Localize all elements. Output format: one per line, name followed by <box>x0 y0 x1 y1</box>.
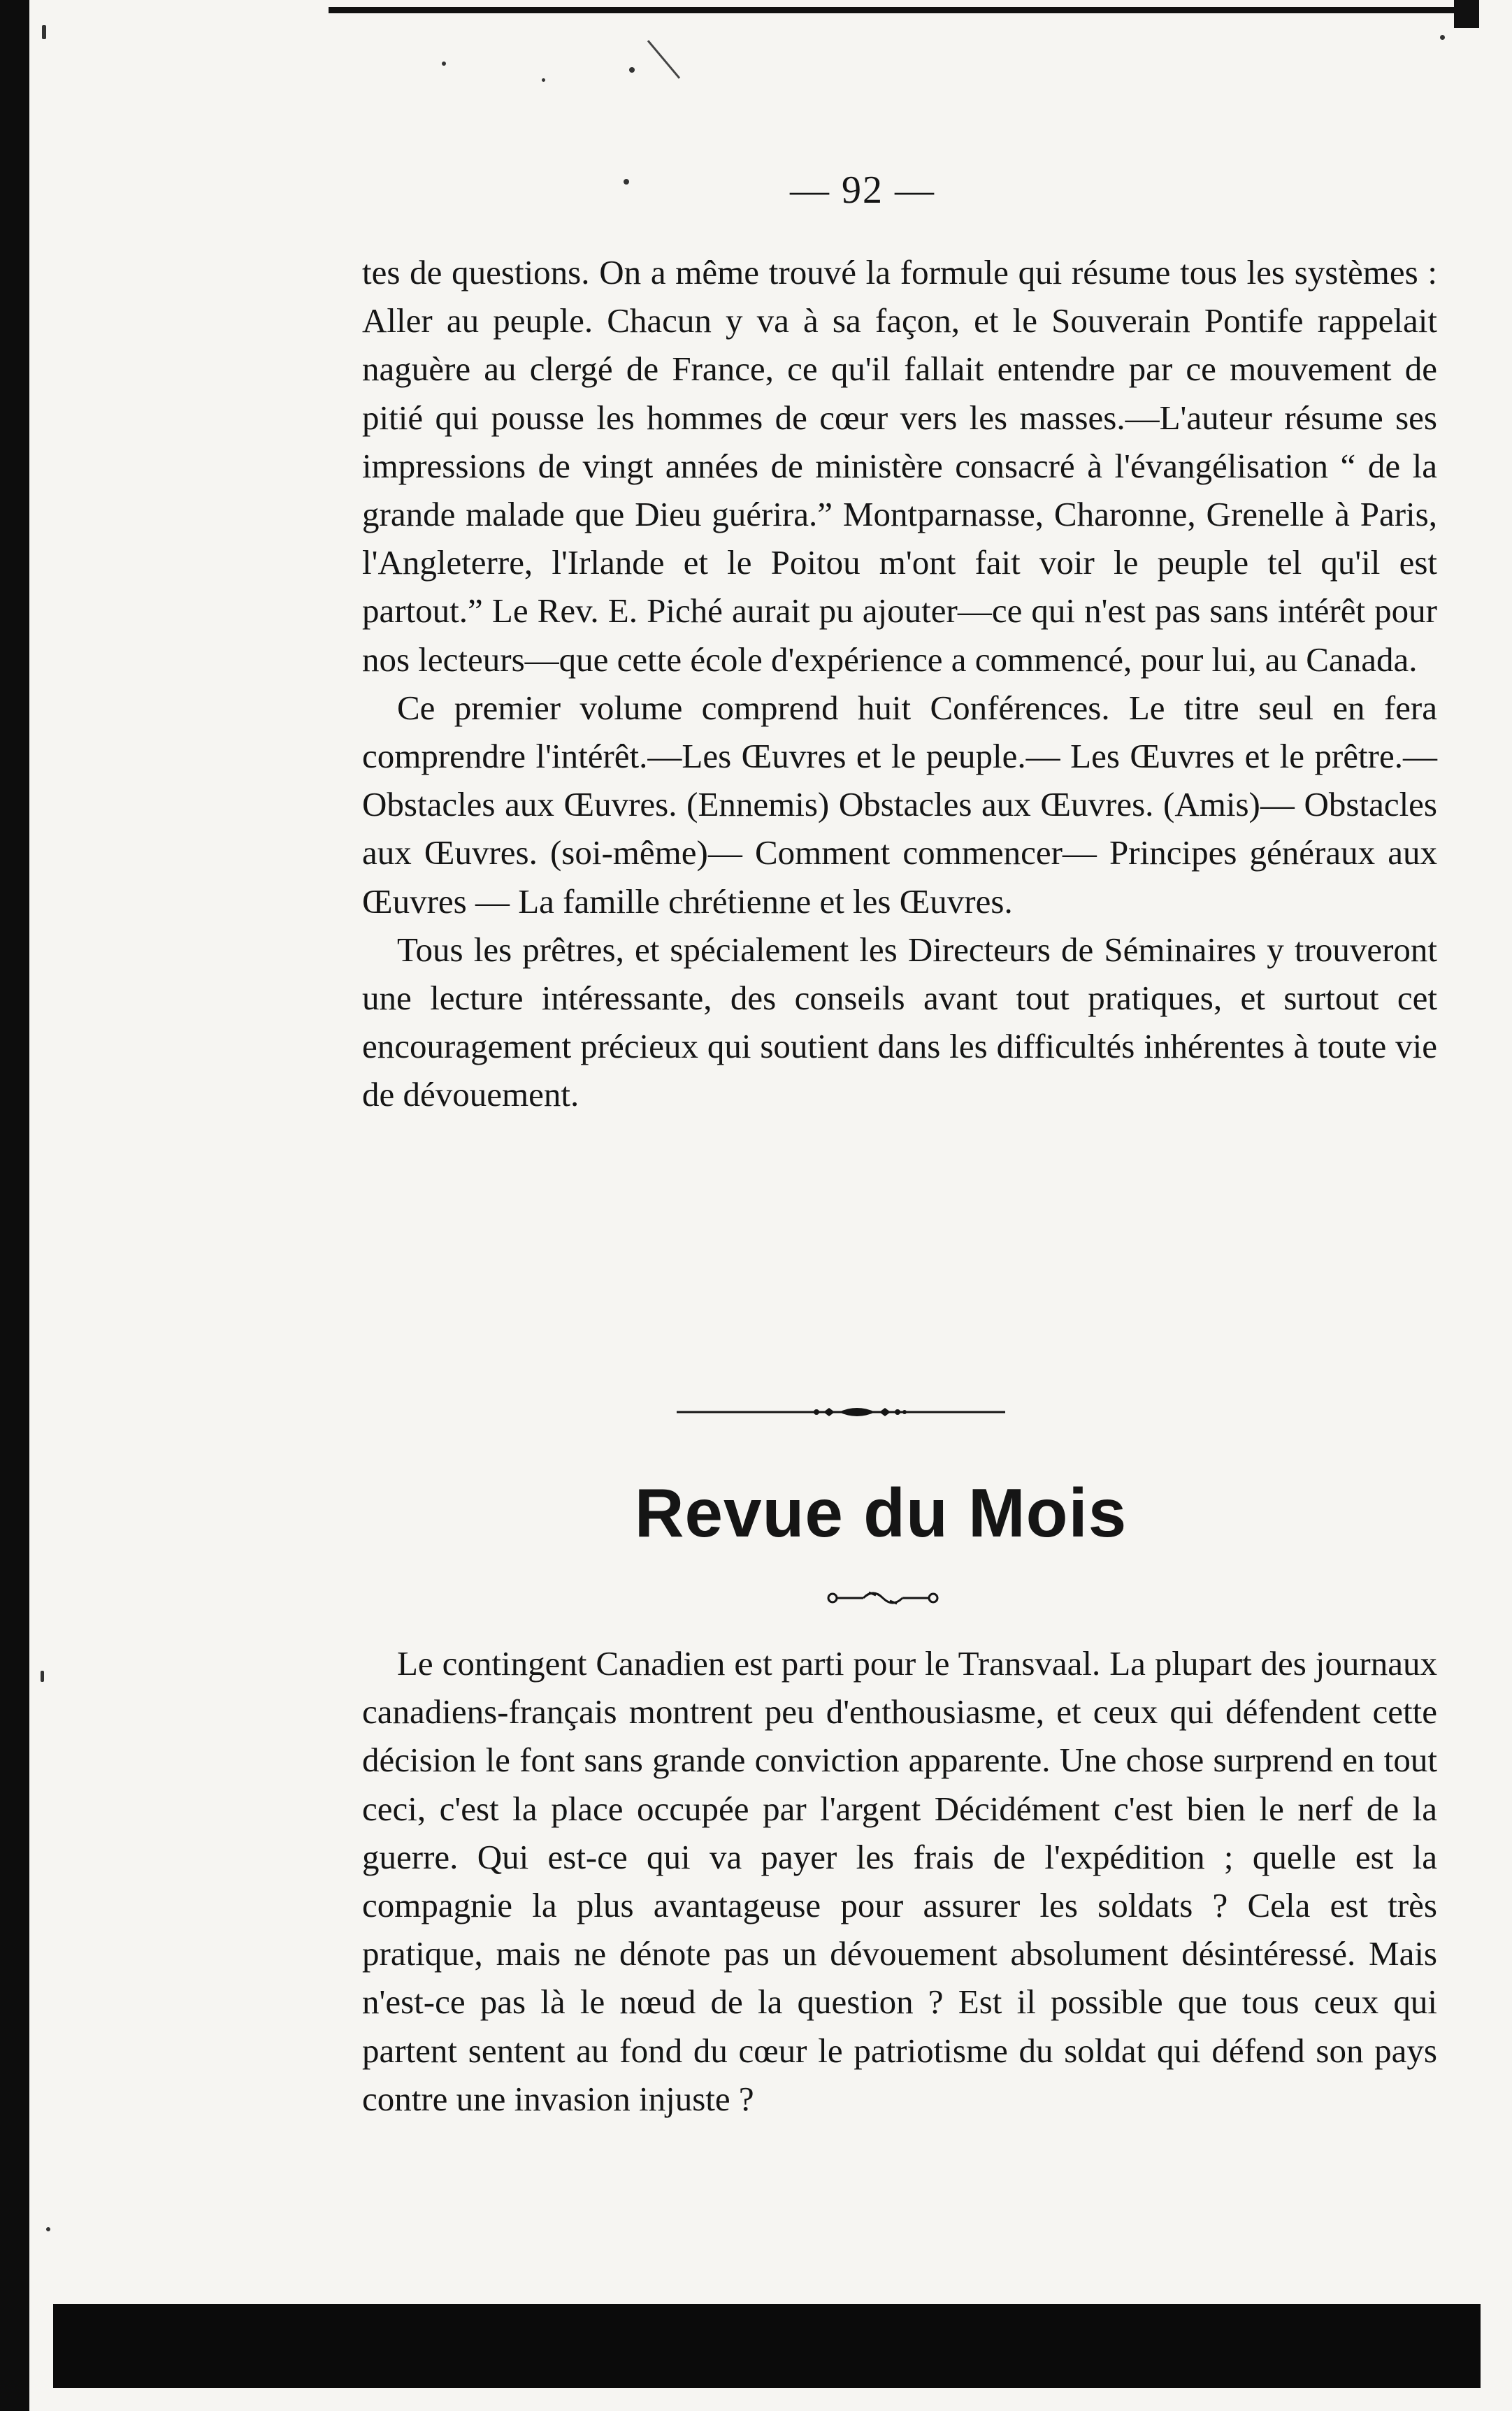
book-review-text <box>362 248 1437 1119</box>
conferences-paragraph: Ce premier volume comprend huit Conférences. Le titre seul en fera comprendre l'intérêt.—Les Œuvres et le peuple.— Les Œuvres et le prêtre.— Obstacles aux Œuvres. (Ennemis) Obstacles aux Œuvres. (Amis)— Obstacles aux Œuvres. (soi-même)— Comment commencer— Principes généraux aux Œuvres — La famille chrétienne et les Œuvres. <box>362 688 1437 921</box>
section-title: Revue du Mois <box>634 1474 1128 1551</box>
scan-speck <box>624 179 629 185</box>
scan-speck <box>41 1671 44 1682</box>
scan-speck <box>629 67 635 73</box>
revue-paragraph: Le contingent Canadien est parti pour le Transvaal. La plupart des journaux canadiens-français montrent peu d'enthousiasme, et ceux qui défendent cette décision le font sans grande conviction apparente. Une chose surprend en tout ceci, c'est la place occupée par l'argent Décidément c'est bien le nerf de la guerre. Qui est-ce qui va payer les frais de l'expédition ; quelle est la compagnie la plus avantageuse pour assurer les soldats ? Cela est très pratique, mais ne dénote pas un dévouement absolument désintéressé. Mais n'est-ce pas là le nœud de la question ? Est il possible que tous ceux qui partent sentent au fond du cœur le patriotisme du soldat qui défend son pays contre une invasion injuste ? <box>362 1644 1437 2118</box>
revue-du-mois-text <box>362 1639 1437 2123</box>
scan-speck <box>46 2227 50 2231</box>
intro-paragraph: tes de questions. On a même trouvé la formule qui résume tous les systèmes : Aller au peuple. Chacun y va à sa façon, et le Souverain Pontife rappelait naguère au clergé de France, ce qu'il fallait entendre par ce mouvement de pitié qui pousse les hommes de cœur vers les masses.—L'auteur résume ses impressions de vingt années de ministère consacré à l'évangélisation “ de la grande malade que Dieu guérira.” Montparnasse, Charonne, Grenelle à Paris, l'Angleterre, l'Irlande et le Poitou m'ont fait voir le peuple tel qu'il est partout.” Le Rev. E. Piché aurait pu ajouter—ce qui n'est pas sans intérêt pour nos lecteurs—que cette école d'expérience a commencé, pour lui, au Canada. <box>362 253 1437 679</box>
priests-paragraph: Tous les prêtres, et spécialement les Directeurs de Séminaires y trouveront une lecture intéressante, des conseils avant tout pratiques, et surtout cet encouragement précieux qui soutient dans les difficultés inhérentes à toute vie de dévouement. <box>362 930 1437 1114</box>
page-number: — 92 — <box>790 168 935 212</box>
scan-edge-bottom <box>53 2304 1481 2388</box>
scan-speck <box>1440 35 1445 40</box>
scan-edge-left <box>0 0 29 2411</box>
scan-scratch <box>647 40 680 79</box>
section-divider-ornament <box>677 1405 1005 1419</box>
scan-edge-top <box>329 7 1475 13</box>
scan-speck <box>42 25 46 39</box>
title-flourish-ornament <box>827 1587 939 1608</box>
scan-edge-top-right <box>1454 0 1479 28</box>
scan-speck <box>542 78 545 82</box>
scan-speck <box>442 62 446 66</box>
